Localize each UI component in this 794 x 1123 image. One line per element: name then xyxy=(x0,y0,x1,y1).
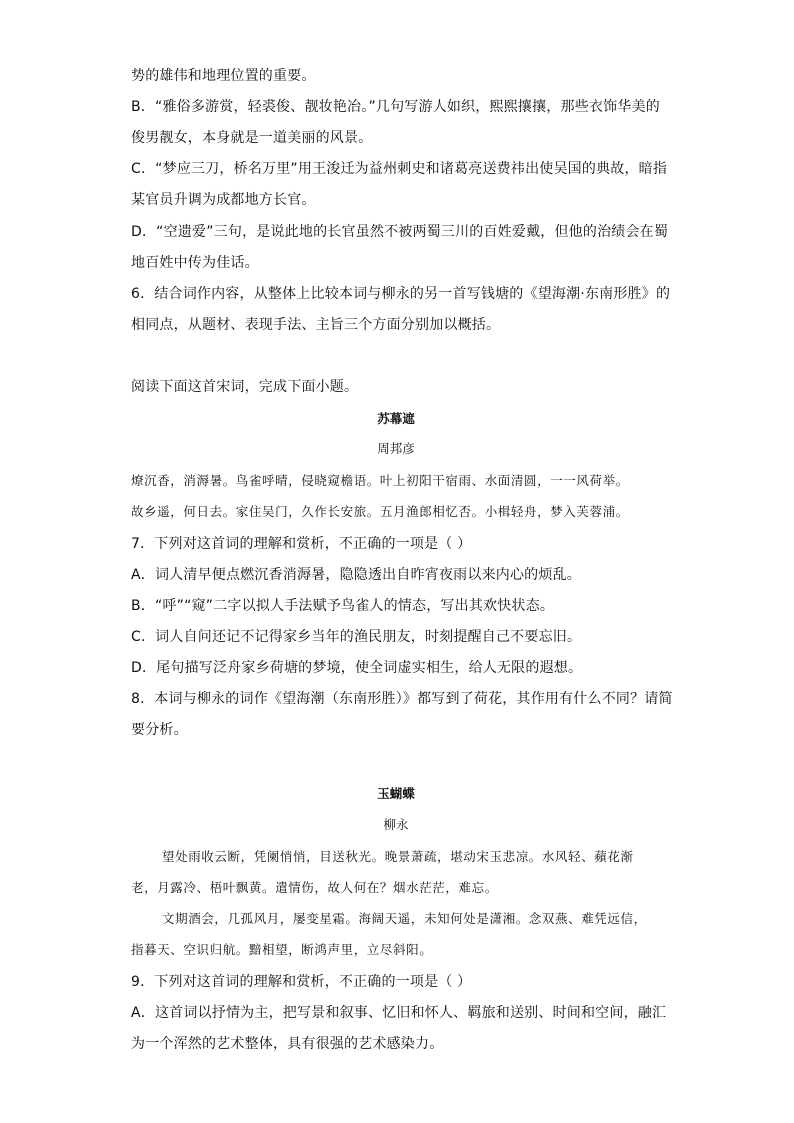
option-b-line: B．“雅俗多游赏，轻裘俊、靓妆艳冶。”几句写游人如织，熙熙攘攘，那些衣饰华美的 xyxy=(131,99,660,115)
option-d-line: D．“空遗爱”三句，是说此地的长官虽然不被两蜀三川的百姓爱戴，但他的治绩会在蜀 xyxy=(131,224,669,240)
poem-author: 周邦彦 xyxy=(377,441,415,456)
option-a-line: A．这首词以抒情为主，把写景和叙事、忆旧和怀人、羁旅和送别、时间和空间，融汇 xyxy=(131,1005,667,1021)
poem-line: 老，月露冷、梧叶飘黄。遣情伤，故人何在？烟水茫茫，难忘。 xyxy=(131,880,498,895)
poem-title: 苏幕遮 xyxy=(377,411,415,426)
option-c-line: C．词人自问还记不记得家乡当年的渔民朋友，时刻提醒自己不要忘旧。 xyxy=(131,629,582,645)
option-d-line: D．尾句描写泛舟家乡荷塘的梦境，使全词虚实相生，给人无限的遐想。 xyxy=(131,660,583,676)
option-c-line: C．“梦应三刀，桥名万里”用王浚迁为益州刺史和诸葛亮送费祎出使吴国的典故，暗指 xyxy=(131,161,668,177)
question-6: 6．结合词作内容，从整体上比较本词与柳永的另一首写钱塘的《望海潮·东南形胜》的 xyxy=(131,286,671,302)
option-b-line-cont: 俊男靓女，本身就是一道美丽的风景。 xyxy=(131,130,373,146)
poem-line: 望处雨收云断，凭阑悄悄，目送秋光。晚景萧疏，堪动宋玉悲凉。水风轻、蘋花渐 xyxy=(162,849,634,864)
poem-line: 故乡遥，何日去。家住吴门，久作长安旅。五月渔郎相忆否。小楫轻舟，梦入芙蓉浦。 xyxy=(131,504,629,519)
reading-instruction: 阅读下面这首宋词，完成下面小题。 xyxy=(131,379,359,395)
option-b-line: B．“呼”“窥”二字以拟人手法赋予鸟雀人的情态，写出其欢快状态。 xyxy=(131,598,555,614)
poem-line: 指暮天、空识归航。黯相望，断鸿声里，立尽斜阳。 xyxy=(131,942,433,957)
question-8-cont: 要分析。 xyxy=(131,722,188,738)
question-8: 8．本词与柳永的词作《望海潮（东南形胜）》都写到了荷花，其作用有什么不同？请简 xyxy=(131,691,673,707)
answer-line: 势的雄伟和地理位置的重要。 xyxy=(131,68,316,84)
question-9: 9．下列对这首词的理解和赏析，不正确的一项是（ ） xyxy=(131,974,472,990)
question-6-cont: 相同点，从题材、表现手法、主旨三个方面分别加以概括。 xyxy=(131,317,501,333)
option-c-line-cont: 某官员升调为成都地方长官。 xyxy=(131,192,316,208)
poem-author: 柳永 xyxy=(383,817,409,832)
poem-line: 文期酒会，几孤风月，屡变星霜。海阔天遥，未知何处是潇湘。念双燕、难凭远信， xyxy=(162,911,647,926)
poem-title: 玉蝴蝶 xyxy=(377,786,415,801)
option-d-line-cont: 地百姓中传为佳话。 xyxy=(131,255,259,271)
option-a-line-cont: 为一个浑然的艺术整体，具有很强的艺术感染力。 xyxy=(131,1036,444,1052)
poem-line: 燎沉香，消溽暑。鸟雀呼晴，侵晓窥檐语。叶上初阳干宿雨、水面清圆，一一风荷举。 xyxy=(131,473,629,488)
option-a-line: A．词人清早便点燃沉香消溽暑，隐隐透出自昨宵夜雨以来内心的烦乱。 xyxy=(131,567,581,583)
question-7: 7．下列对这首词的理解和赏析，不正确的一项是（ ） xyxy=(131,536,472,552)
